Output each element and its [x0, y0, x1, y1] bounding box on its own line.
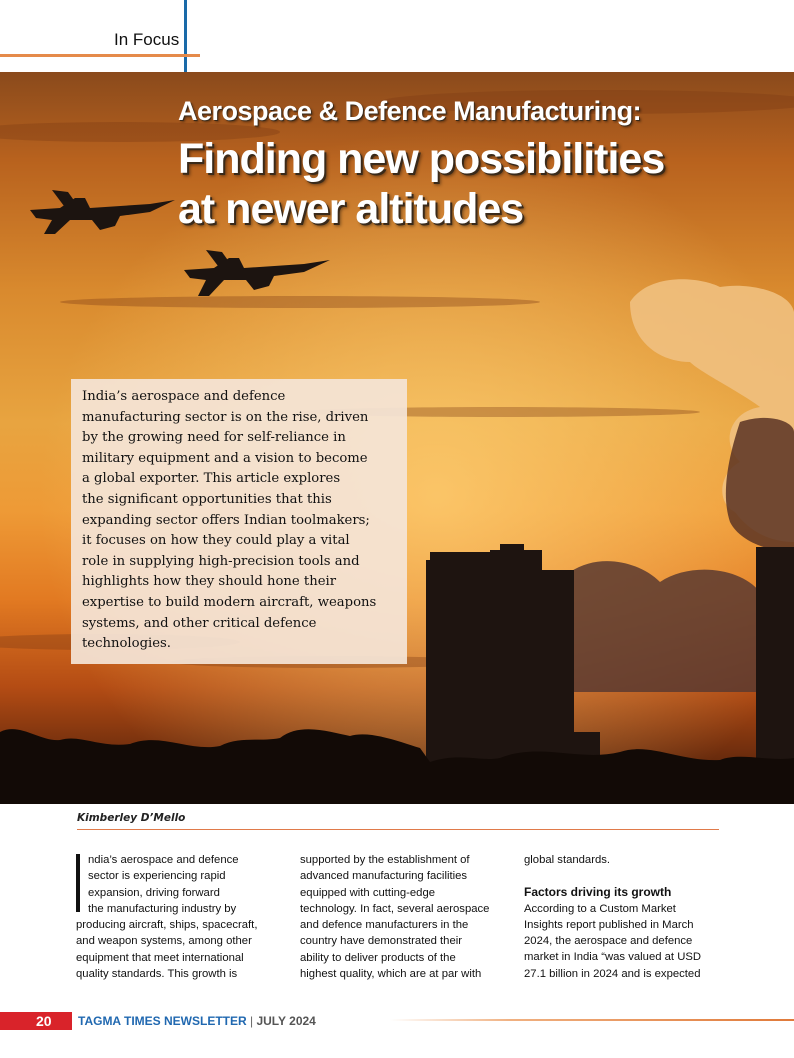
- section-label: In Focus: [114, 30, 180, 49]
- page-number: 20: [36, 1013, 52, 1029]
- body-line: highest quality, which are at par with: [300, 968, 482, 981]
- headline-line: at newer altitudes: [178, 185, 524, 233]
- body-line: producing aircraft, ships, spacecraft,: [76, 919, 258, 932]
- byline-divider: [77, 829, 719, 830]
- body-line: Insights report published in March: [524, 918, 694, 931]
- intro-line: highlights how they should hone their: [82, 574, 337, 590]
- body-line: equipment that meet international: [76, 951, 244, 964]
- body-line: advanced manufacturing facilities: [300, 870, 468, 883]
- intro-line: technologies.: [82, 636, 171, 652]
- body-line: market in India “was valued at USD: [524, 951, 702, 964]
- article-column-3: [524, 852, 724, 982]
- intro-line: expanding sector offers Indian toolmakers;: [82, 512, 370, 528]
- body-line: and weapon systems, among other: [76, 935, 252, 948]
- body-line: and defence manufacturers in the: [300, 919, 469, 932]
- header-horizontal-rule: [0, 54, 200, 57]
- intro-summary-box: [71, 379, 407, 664]
- body-line: quality standards. This growth is: [76, 968, 238, 981]
- article-headline: [178, 134, 738, 234]
- intro-line: the significant opportunities that this: [82, 491, 332, 507]
- body-line: ndia’s aerospace and defence: [88, 854, 239, 866]
- body-line: sector is experiencing rapid: [88, 870, 226, 883]
- intro-summary-text: [82, 387, 404, 655]
- body-line: 2024, the aerospace and defence: [524, 935, 693, 948]
- body-line: 27.1 billion in 2024 and is expected: [524, 967, 701, 980]
- article-column-2: [300, 852, 500, 982]
- body-line: equipped with cutting-edge: [300, 886, 436, 899]
- publication-name: TAGMA TIMES NEWSLETTER: [78, 1014, 247, 1028]
- intro-line: by the growing need for self-reliance in: [82, 430, 346, 446]
- body-line: country have demonstrated their: [300, 935, 463, 948]
- issue-date: JULY 2024: [256, 1014, 316, 1028]
- body-line: According to a Custom Market: [524, 902, 676, 915]
- intro-line: expertise to build modern aircraft, weapons: [82, 594, 377, 610]
- intro-line: role in supplying high-precision tools and: [82, 553, 360, 569]
- article-column-1: [76, 852, 276, 982]
- body-line: expansion, driving forward: [88, 886, 220, 899]
- article-kicker: Aerospace & Defence Manufacturing:: [178, 96, 642, 126]
- body-line: global standards.: [524, 854, 611, 866]
- publication-footer: [78, 1014, 316, 1028]
- header-vertical-rule: [184, 0, 187, 72]
- section-subheading: Factors driving its growth: [524, 885, 672, 900]
- intro-line: systems, and other critical defence: [82, 615, 317, 631]
- intro-line: India’s aerospace and defence: [82, 389, 286, 404]
- intro-line: it focuses on how they could play a vital: [82, 533, 350, 549]
- footer-rule: [390, 1019, 794, 1021]
- footer-separator: |: [250, 1014, 254, 1028]
- hero-image: [0, 72, 794, 804]
- intro-line: a global exporter. This article explores: [82, 471, 341, 487]
- body-line: ability to deliver products of the: [300, 951, 456, 964]
- intro-line: manufacturing sector is on the rise, driven: [82, 409, 369, 425]
- body-line: the manufacturing industry by: [88, 902, 237, 915]
- headline-line: Finding new possibilities: [178, 135, 665, 183]
- body-line: technology. In fact, several aerospace: [300, 902, 490, 915]
- intro-line: military equipment and a vision to become: [82, 450, 368, 466]
- author-byline: Kimberley D’Mello: [77, 812, 186, 824]
- body-line: supported by the establishment of: [300, 854, 470, 866]
